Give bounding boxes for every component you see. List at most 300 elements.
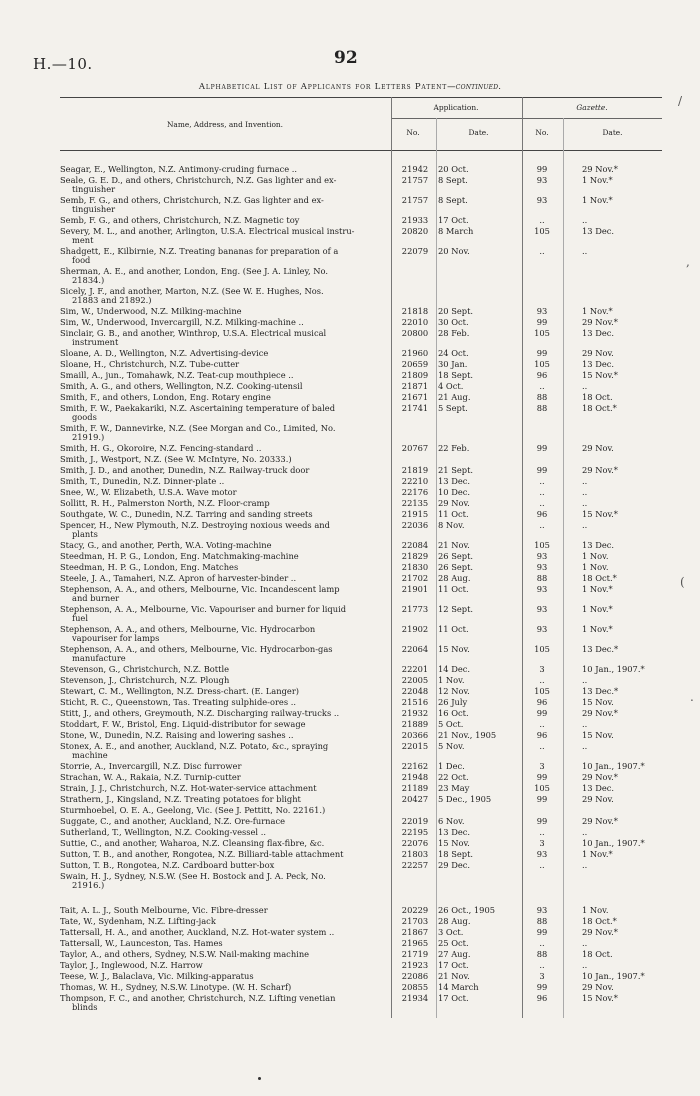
entry-gazette-date: 29 Nov. [582,982,614,992]
entry-app-date: 21 Sept. [438,465,474,475]
entry-gazette-date: 15 Nov.* [582,993,618,1003]
entry-gazette-date: 10 Jan., 1907.* [582,664,645,674]
margin-mark: ( [680,575,685,589]
entry-app-no: 21934 [401,993,429,1003]
margin-mark: . [690,690,694,704]
entry-gazette-date: .. [582,476,588,486]
entry-gazette-no: 93 [536,562,548,572]
entry-app-date: 8 Nov. [438,520,465,530]
column-gaz-no: No. [535,128,549,137]
entry-gazette-date: .. [582,960,588,970]
entry-app-date: 17 Oct. [438,960,469,970]
entry-gazette-no: 3 [539,761,545,771]
entry-gazette-date: 29 Nov.* [582,708,618,718]
title-suffix: —continued. [447,82,502,92]
entry-name: Sim, W., Underwood, N.Z. Milking-machine [60,307,242,316]
margin-mark: / [678,94,683,108]
entry-app-date: 11 Oct. [438,584,469,594]
column-gazette: Gazette. [576,103,608,112]
entry-app-date: 29 Dec. [438,860,471,870]
entry-gazette-no: 99 [536,443,548,453]
entry-app-no: 22201 [401,664,429,674]
entry-app-no: 22176 [401,487,429,497]
entry-gazette-date: 15 Nov. [582,697,614,707]
entry-app-date: 17 Oct. [438,993,469,1003]
entry-gazette-date: 29 Nov. [582,794,614,804]
entry-gazette-no: 88 [536,392,548,402]
entry-app-date: 13 Dec. [438,827,471,837]
entry-gazette-date: 13 Dec.* [582,644,619,654]
entry-gazette-no: 96 [536,509,548,519]
entry-gazette-date: .. [582,719,588,729]
entry-gazette-date: 13 Dec.* [582,686,619,696]
entry-gazette-no: 96 [536,370,548,380]
entry-name: Spencer, H., New Plymouth, N.Z. Destroying noxious weeds and [60,521,330,530]
entry-app-no: 21703 [401,916,429,926]
column-name: Name, Address, and Invention. [166,120,284,129]
entry-name: Sherman, A. E., and another, London, Eng. (See J. A. Linley, No. [60,267,329,276]
entry-name: Semb, F. G., and others, Christchurch, N.Z. Gas lighter and ex- [60,196,324,205]
entry-app-date: 21 Aug. [438,392,471,402]
entry-app-date: 11 Oct. [438,624,469,634]
entry-gazette-date: 10 Jan., 1907.* [582,838,645,848]
entry-name-continued: machine [72,751,108,760]
entry-name: Thomas, W. H., Sydney, N.S.W. Linotype. (W. H. Scharf) [60,983,292,992]
entry-name: Smith, F., and others, London, Eng. Rotary engine [60,393,271,402]
entry-app-no: 22036 [401,520,429,530]
entry-gazette-no: 93 [536,175,548,185]
entry-gazette-date: 18 Oct. [582,392,613,402]
entry-name: Stephenson, A. A., Melbourne, Vic. Vapouriser and burner for liquid [60,605,347,614]
entry-gazette-no: .. [539,520,545,530]
entry-name-continued: and burner [72,594,120,603]
entry-app-no: 21702 [401,573,429,583]
entry-name: Sloane, H., Christchurch, N.Z. Tube-cutter [60,360,240,369]
entry-app-no: 20229 [401,905,429,915]
entry-gazette-date: 15 Nov.* [582,509,618,519]
entry-gazette-date: .. [582,860,588,870]
entry-name: Taylor, A., and others, Sydney, N.S.W. Nail-making machine [60,950,310,959]
entry-app-date: 27 Aug. [438,949,471,959]
entry-app-no: 21923 [401,960,429,970]
entry-gazette-no: .. [539,215,545,225]
entry-name: Smaill, A., jun., Tomahawk, N.Z. Teat-cup mouthpiece .. [60,371,294,380]
entry-gazette-date: 13 Dec. [582,226,615,236]
entry-name: Smith, T., Dunedin, N.Z. Dinner-plate .. [60,477,225,486]
entry-name: Stacy, G., and another, Perth, W.A. Voting-machine [60,541,272,550]
entry-app-date: 8 Sept. [438,195,468,205]
entry-app-no: 21901 [401,584,429,594]
margin-mark: , [686,255,690,269]
entry-gazette-no: 93 [536,195,548,205]
entry-app-date: 16 Oct. [438,708,469,718]
entry-app-no: 20767 [401,443,429,453]
entry-app-no: 21932 [401,708,429,718]
entry-app-no: 21819 [401,465,429,475]
entry-app-date: 26 July [438,697,468,707]
entry-gazette-no: 93 [536,604,548,614]
table-header [60,97,662,151]
entry-gazette-no: 88 [536,403,548,413]
entry-app-no: 21516 [401,697,429,707]
entry-name: Seagar, E., Wellington, N.Z. Antimony-cruding furnace .. [60,165,298,174]
entry-name: Sutton, T. B., and another, Rongotea, N.Z. Billiard-table attachment [60,850,344,859]
entry-app-no: 21942 [401,164,429,174]
entry-gazette-date: .. [582,246,588,256]
entry-name-continued: 21916.) [72,881,105,890]
entry-gazette-date: 29 Nov.* [582,164,618,174]
entry-app-no: 21818 [401,306,429,316]
entry-name: Storrie, A., Invercargill, N.Z. Disc furrower [60,762,242,771]
entry-app-no: 21757 [401,175,429,185]
entry-gazette-date: .. [582,487,588,497]
entry-name-continued: ment [72,236,94,245]
entry-app-no: 22195 [401,827,429,837]
entry-app-no: 22086 [401,971,429,981]
entry-name: Strathern, J., Kingsland, N.Z. Treating potatoes for blight [60,795,301,804]
entry-app-no: 21830 [401,562,429,572]
entry-name: Southgate, W. C., Dunedin, N.Z. Tarring and sanding streets [60,510,313,519]
entry-app-no: 22076 [401,838,429,848]
entry-app-no: 21960 [401,348,429,358]
entry-name: Sutherland, T., Wellington, N.Z. Cooking-vessel .. [60,828,266,837]
entry-name: Sutton, T. B., Rongotea, N.Z. Cardboard butter-box [60,861,275,870]
entry-app-no: 21871 [401,381,429,391]
entry-gazette-date: 18 Oct.* [582,916,617,926]
entry-name: Tate, W., Sydenham, N.Z. Lifting-jack [60,917,216,926]
entry-app-no: 22010 [401,317,429,327]
entry-gazette-date: 1 Nov.* [582,604,613,614]
entry-name: Smith, A. G., and others, Wellington, N.Z. Cooking-utensil [60,382,303,391]
entry-gazette-date: 18 Oct. [582,949,613,959]
entry-app-date: 8 March [438,226,474,236]
entry-name: Stewart, C. M., Wellington, N.Z. Dress-chart. (E. Langer) [60,687,300,696]
entry-gazette-no: 105 [534,328,550,338]
entry-name-continued: tinguisher [72,185,116,194]
entry-app-date: 25 Oct. [438,938,469,948]
entry-name-continued: plants [72,530,98,539]
entry-gazette-no: .. [539,827,545,837]
entry-gazette-no: 3 [539,664,545,674]
page-title [0,82,700,92]
entry-gazette-no: .. [539,719,545,729]
entry-gazette-date: 1 Nov.* [582,306,613,316]
entry-name: Stitt, J., and others, Greymouth, N.Z. Discharging railway-trucks .. [60,709,340,718]
entry-name: Stephenson, A. A., and others, Melbourne, Vic. Hydrocarbon [60,625,316,634]
entry-app-date: 11 Oct. [438,509,469,519]
entry-gazette-no: .. [539,381,545,391]
entry-name: Sim, W., Underwood, Invercargill, N.Z. Milking-machine .. [60,318,304,327]
entry-gazette-date: 29 Nov.* [582,772,618,782]
entry-name: Sturmhoebel, O. E. A., Geelong, Vic. (See J. Pettitt, No. 22161.) [60,806,326,815]
entry-name: Stone, W., Dunedin, N.Z. Raising and lowering sashes .. [60,731,294,740]
entry-gazette-no: .. [539,741,545,751]
entry-gazette-no: 93 [536,624,548,634]
entry-app-date: 26 Sept. [438,562,474,572]
entry-gazette-no: 105 [534,540,550,550]
entry-gazette-no: 99 [536,794,548,804]
entry-name: Stevenson, J., Christchurch, N.Z. Plough [60,676,230,685]
entry-gazette-date: 1 Nov. [582,562,609,572]
entry-gazette-date: 29 Nov.* [582,927,618,937]
entry-app-date: 18 Sept. [438,849,474,859]
entry-gazette-no: 99 [536,772,548,782]
entry-gazette-no: 99 [536,465,548,475]
entry-name-continued: instrument [72,338,119,347]
entry-app-date: 4 Oct. [438,381,464,391]
entry-gazette-date: 1 Nov.* [582,624,613,634]
entry-app-date: 22 Feb. [438,443,470,453]
entry-app-no: 21809 [401,370,429,380]
entry-name: Stephenson, A. A., and others, Melbourne, Vic. Hydrocarbon-gas [60,645,333,654]
entry-app-date: 20 Nov. [438,246,470,256]
entry-app-date: 28 Aug. [438,573,471,583]
entry-gazette-no: 99 [536,982,548,992]
entry-name: Suggate, C., and another, Auckland, N.Z. Ore-furnace [60,817,286,826]
entry-app-date: 21 Nov. [438,540,470,550]
entry-gazette-no: .. [539,938,545,948]
entry-gazette-no: 93 [536,584,548,594]
entry-app-no: 21757 [401,195,429,205]
entry-name: Steedman, H. P. G., London, Eng. Matches [60,563,239,572]
entry-name: Sticht, R. C., Queenstown, Tas. Treating sulphide-ores .. [60,698,297,707]
entry-gazette-no: 105 [534,359,550,369]
entry-gazette-no: 99 [536,317,548,327]
divider-name [391,97,392,1018]
entry-gazette-no: .. [539,498,545,508]
entry-gazette-date: 15 Nov.* [582,370,618,380]
entry-app-no: 21965 [401,938,429,948]
entry-app-date: 5 Sept. [438,403,468,413]
entry-app-no: 21948 [401,772,429,782]
column-gaz-date: Date. [602,128,623,137]
entry-name-continued: 21883 and 21892.) [72,296,152,305]
entry-gazette-no: 96 [536,993,548,1003]
entry-gazette-date: 13 Dec. [582,328,615,338]
entry-app-no: 20855 [401,982,429,992]
entry-name-continued: manufacture [72,654,126,663]
entry-gazette-no: .. [539,675,545,685]
entry-app-date: 10 Dec. [438,487,471,497]
entry-app-no: 21902 [401,624,429,634]
entry-gazette-date: 1 Nov.* [582,849,613,859]
entry-name: Snee, W., W. Elizabeth, U.S.A. Wave motor [60,488,237,497]
entry-gazette-no: 105 [534,644,550,654]
entry-gazette-no: .. [539,246,545,256]
entry-name: Strain, J. J., Christchurch, N.Z. Hot-water-service attachment [60,784,317,793]
entry-app-date: 17 Oct. [438,215,469,225]
entry-name-continued: 21919.) [72,433,105,442]
entry-app-date: 14 March [438,982,479,992]
entry-app-no: 22257 [401,860,429,870]
entry-gazette-date: .. [582,498,588,508]
entry-gazette-date: 18 Oct.* [582,573,617,583]
page-number: 92 [334,48,358,68]
entry-name: Tait, A. L. J., South Melbourne, Vic. Fibre-dresser [60,906,268,915]
entry-app-date: 29 Nov. [438,498,470,508]
entry-name-continued: blinds [72,1003,98,1012]
entry-gazette-no: 99 [536,348,548,358]
entry-name: Severy, M. L., and another, Arlington, U.S.A. Electrical musical instru- [60,227,355,236]
entry-app-no: 20427 [401,794,429,804]
entry-name: Stonex, A. E., and another, Auckland, N.Z. Potato, &c., spraying [60,742,329,751]
entry-app-date: 28 Feb. [438,328,470,338]
entry-app-date: 3 Oct. [438,927,464,937]
entry-gazette-date: 29 Nov.* [582,816,618,826]
entry-gazette-no: 99 [536,927,548,937]
entry-app-date: 14 Dec. [438,664,471,674]
entry-name: Sollitt, R. H., Palmerston North, N.Z. Floor-cramp [60,499,270,508]
entry-gazette-no: 96 [536,730,548,740]
entry-name: Suttie, C., and another, Waharoa, N.Z. Cleansing flax-fibre, &c. [60,839,325,848]
entry-app-no: 20820 [401,226,429,236]
entry-app-no: 20366 [401,730,429,740]
entry-app-date: 30 Jan. [438,359,468,369]
entry-app-date: 21 Nov., 1905 [438,730,497,740]
entry-gazette-date: .. [582,215,588,225]
entry-gazette-date: 29 Nov.* [582,465,618,475]
entry-app-date: 28 Aug. [438,916,471,926]
entry-app-date: 26 Sept. [438,551,474,561]
entry-app-no: 21803 [401,849,429,859]
entry-app-date: 20 Sept. [438,306,474,316]
entry-gazette-no: 3 [539,838,545,848]
entry-app-date: 23 May [438,783,470,793]
entry-app-no: 22064 [401,644,429,654]
entry-gazette-no: 105 [534,686,550,696]
entry-gazette-no: 99 [536,816,548,826]
entry-name-continued: vapouriser for lamps [72,634,160,643]
entry-name: Thompson, F. C., and another, Christchurch, N.Z. Lifting venetian [60,994,336,1003]
entry-name-continued: tinguisher [72,205,116,214]
entry-name: Tattersall, H. A., and another, Auckland, N.Z. Hot-water system .. [60,928,335,937]
entry-app-date: 30 Oct. [438,317,469,327]
column-application: Application. [433,103,479,112]
entry-app-date: 21 Nov. [438,971,470,981]
entry-gazette-date: 29 Nov. [582,443,614,453]
divider-app-no [436,118,437,1018]
entry-name: Smith, H. G., Okoroire, N.Z. Fencing-standard .. [60,444,262,453]
entry-app-no: 21671 [401,392,429,402]
entry-gazette-no: 99 [536,708,548,718]
entry-app-no: 22084 [401,540,429,550]
entry-app-no: 21719 [401,949,429,959]
entry-app-date: 15 Nov. [438,838,470,848]
entry-gazette-date: .. [582,381,588,391]
entry-gazette-no: 105 [534,226,550,236]
entry-gazette-date: .. [582,827,588,837]
entry-name: Taylor, J., Inglewood, N.Z. Harrow [60,961,203,970]
entry-gazette-date: 15 Nov. [582,730,614,740]
entry-name-continued: food [72,256,91,265]
entry-app-date: 5 Nov. [438,741,465,751]
entry-name: Tattersall, W., Launceston, Tas. Hames [60,939,223,948]
entry-name: Smith, F. W., Paekakariki, N.Z. Ascertaining temperature of baled [60,404,336,413]
entry-gazette-date: .. [582,741,588,751]
entry-gazette-date: 29 Nov. [582,348,614,358]
entry-gazette-no: 105 [534,783,550,793]
entry-app-date: 18 Sept. [438,370,474,380]
entry-name: Sloane, A. D., Wellington, N.Z. Advertising-device [60,349,269,358]
entry-name: Sicely, J. F., and another, Marton, N.Z. (See W. E. Hughes, Nos. [60,287,324,296]
entry-gazette-date: 18 Oct.* [582,403,617,413]
entry-gazette-no: 93 [536,905,548,915]
entry-app-date: 8 Sept. [438,175,468,185]
entry-app-no: 21773 [401,604,429,614]
entry-gazette-no: .. [539,476,545,486]
printer-dot [258,1077,261,1080]
entry-name: Sinclair, G. B., and another, Winthrop, U.S.A. Electrical musical [60,329,327,338]
entry-gazette-no: 88 [536,573,548,583]
entry-gazette-date: 13 Dec. [582,783,615,793]
entry-gazette-date: 13 Dec. [582,540,615,550]
column-app-date: Date. [468,128,489,137]
entry-gazette-date: 13 Dec. [582,359,615,369]
entry-app-date: 12 Nov. [438,686,470,696]
entry-gazette-date: 1 Nov.* [582,195,613,205]
entry-app-date: 13 Dec. [438,476,471,486]
entry-app-date: 22 Oct. [438,772,469,782]
entry-name: Steedman, H. P. G., London, Eng. Matchmaking-machine [60,552,299,561]
entry-name: Semb, F. G., and others, Christchurch, N.Z. Magnetic toy [60,216,300,225]
entry-name: Stephenson, A. A., and others, Melbourne, Vic. Incandescent lamp [60,585,340,594]
entry-name: Stoddart, F. W., Bristol, Eng. Liquid-distributor for sewage [60,720,306,729]
entry-gazette-no: 3 [539,971,545,981]
entry-name: Steele, J. A., Tamaheri, N.Z. Apron of harvester-binder .. [60,574,297,583]
entry-gazette-date: 1 Nov.* [582,584,613,594]
entry-gazette-date: .. [582,675,588,685]
entry-gazette-no: 88 [536,916,548,926]
entry-app-date: 5 Oct. [438,719,464,729]
entry-name-continued: 21834.) [72,276,105,285]
entry-app-date: 1 Nov. [438,675,465,685]
paper-reference: H.—10. [33,55,93,73]
entry-name-continued: fuel [72,614,88,623]
entry-gazette-no: 93 [536,849,548,859]
entry-app-date: 26 Oct., 1905 [438,905,496,915]
entry-app-no: 21189 [401,783,429,793]
entry-gazette-no: 88 [536,949,548,959]
entry-gazette-date: 10 Jan., 1907.* [582,971,645,981]
entry-app-no: 21889 [401,719,429,729]
entry-name: Smith, F. W., Dannevirke, N.Z. (See Morgan and Co., Limited, No. [60,424,336,433]
entry-app-no: 21741 [401,403,429,413]
entry-app-no: 22079 [401,246,429,256]
entry-name: Teese, W. J., Balaclava, Vic. Milking-apparatus [60,972,254,981]
entry-app-no: 20659 [401,359,429,369]
entry-gazette-date: .. [582,520,588,530]
entry-gazette-no: .. [539,860,545,870]
entry-gazette-date: 10 Jan., 1907.* [582,761,645,771]
entry-gazette-no: 93 [536,306,548,316]
entry-app-no: 20800 [401,328,429,338]
entry-app-no: 22015 [401,741,429,751]
entry-gazette-date: 1 Nov. [582,905,609,915]
entry-app-date: 20 Oct. [438,164,469,174]
entry-app-no: 22019 [401,816,429,826]
divider-gaz-no [563,118,564,1018]
entry-name: Smith, J., Westport, N.Z. (See W. McIntyre, No. 20333.) [60,455,292,464]
entry-app-date: 1 Dec. [438,761,465,771]
entry-gazette-no: .. [539,960,545,970]
entry-app-no: 22048 [401,686,429,696]
entry-app-no: 21867 [401,927,429,937]
entry-name: Seale, G. E. D., and others, Christchurch, N.Z. Gas lighter and ex- [60,176,337,185]
entry-app-no: 21829 [401,551,429,561]
entry-gazette-no: .. [539,487,545,497]
entry-gazette-date: .. [582,938,588,948]
entry-app-no: 22005 [401,675,429,685]
